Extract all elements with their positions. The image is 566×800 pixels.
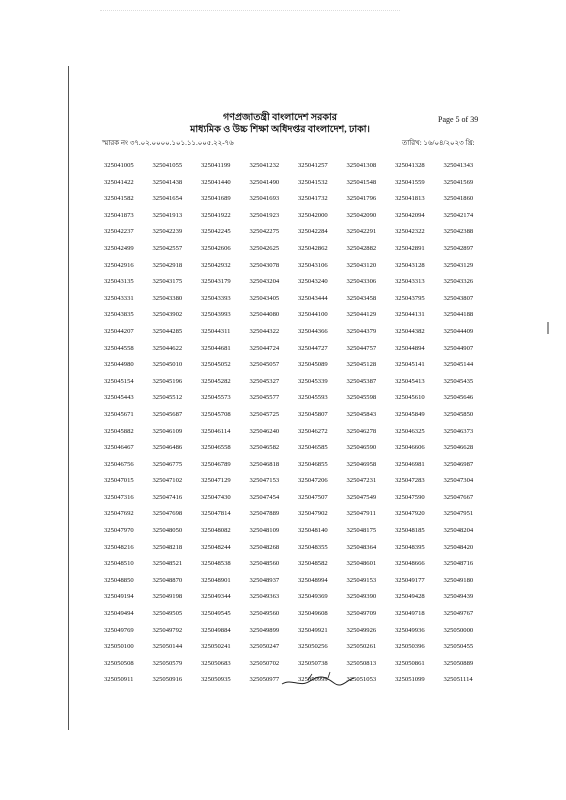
roll-number-cell: 325050247 xyxy=(249,643,280,651)
roll-number-cell: 325046958 xyxy=(346,460,377,468)
roll-number-cell: 325049718 xyxy=(395,610,425,618)
roll-number-cell: 325048901 xyxy=(201,576,231,584)
roll-number-cell: 325041796 xyxy=(346,195,377,203)
roll-number-cell: 325042862 xyxy=(298,244,328,252)
roll-number-cell: 325048395 xyxy=(395,543,425,551)
roll-number-cell: 325043326 xyxy=(443,278,474,286)
roll-number-cell: 325048216 xyxy=(104,543,134,551)
roll-number-cell: 325047129 xyxy=(201,477,231,485)
roll-number-cell: 325045687 xyxy=(152,410,183,418)
roll-number-cell: 325047590 xyxy=(395,493,425,501)
roll-number-cell: 325043331 xyxy=(104,294,134,302)
roll-number-cell: 325049792 xyxy=(152,626,183,634)
roll-number-cell: 325050100 xyxy=(104,643,134,651)
roll-number-cell: 325041913 xyxy=(152,211,183,219)
roll-number-cell: 325044322 xyxy=(249,327,280,335)
roll-number-cell: 325049439 xyxy=(443,593,474,601)
roll-number-cell: 325048582 xyxy=(298,560,328,568)
roll-number-cell: 325045282 xyxy=(201,377,231,385)
roll-number-cell: 325044907 xyxy=(443,344,474,352)
roll-number-cell: 325044129 xyxy=(346,311,377,319)
roll-number-cell: 325041308 xyxy=(346,162,377,169)
roll-number-cell: 325041343 xyxy=(443,162,474,169)
document-header xyxy=(150,112,410,137)
roll-number-cell: 325051099 xyxy=(395,676,425,684)
roll-number-cell: 325042275 xyxy=(249,228,280,236)
roll-number-cell: 325045327 xyxy=(249,377,280,385)
roll-number-cell: 325043135 xyxy=(104,278,134,286)
roll-number-cell: 325046585 xyxy=(298,444,328,452)
roll-number-cell: 325042245 xyxy=(201,228,231,236)
roll-number-cell: 325045387 xyxy=(346,377,377,385)
roll-number-cell: 325046240 xyxy=(249,427,280,435)
roll-number-cell: 325048109 xyxy=(249,527,280,535)
roll-number-cell: 325041813 xyxy=(395,195,425,203)
roll-number-cell: 325049194 xyxy=(104,593,134,601)
roll-number-cell: 325043128 xyxy=(395,261,425,269)
roll-number-cell: 325049180 xyxy=(443,576,474,584)
roll-number-cell: 325048268 xyxy=(249,543,280,551)
roll-number-cell: 325044757 xyxy=(346,344,377,352)
roll-number-cell: 325048364 xyxy=(346,543,377,551)
roll-number-cell: 325048140 xyxy=(298,527,328,535)
roll-number-cell: 325049177 xyxy=(395,576,425,584)
roll-number-cell: 325042000 xyxy=(298,211,328,219)
roll-number-cell: 325045598 xyxy=(346,394,377,402)
roll-number-cell: 325047889 xyxy=(249,510,280,518)
roll-number-cell: 325044131 xyxy=(395,311,425,319)
roll-number-cell: 325047902 xyxy=(298,510,328,518)
roll-number-cell: 325047283 xyxy=(395,477,425,485)
roll-number-cell: 325048538 xyxy=(201,560,231,568)
roll-number-cell: 325047911 xyxy=(346,510,376,518)
roll-number-cell: 325048994 xyxy=(298,576,328,584)
roll-number-cell: 325044409 xyxy=(443,327,474,335)
roll-number-cell: 325048082 xyxy=(201,527,231,535)
memo-number: স্মারক নং ৩৭.০২.০০০০.১০১.১১.০০৫.২২-৭৬ xyxy=(102,139,234,147)
roll-number-cell: 325041199 xyxy=(201,162,231,169)
roll-number-cell: 325048666 xyxy=(395,560,425,568)
roll-number-cell: 325041693 xyxy=(249,195,280,203)
roll-number-cell: 325048870 xyxy=(152,576,183,584)
roll-number-cell: 325041438 xyxy=(152,178,183,186)
roll-number-cell: 325046628 xyxy=(443,444,474,452)
roll-number-cell: 325047507 xyxy=(298,493,328,501)
scan-artifact xyxy=(100,10,400,15)
issue-date: তারিখ: ১৬/০৪/২০২৩ খ্রি: xyxy=(402,139,475,147)
roll-number-cell: 325048244 xyxy=(201,543,231,551)
roll-number-cell: 325042499 xyxy=(104,244,134,252)
roll-number-cell: 325044285 xyxy=(152,327,183,335)
roll-number-cell: 325049608 xyxy=(298,610,328,618)
roll-number-cell: 325041422 xyxy=(104,178,134,186)
roll-number-cell: 325041923 xyxy=(249,211,280,219)
roll-number-cell: 325048560 xyxy=(249,560,280,568)
roll-number-cell: 325049505 xyxy=(152,610,183,618)
roll-number-cell: 325041532 xyxy=(298,178,328,186)
roll-number-cell: 325046606 xyxy=(395,444,425,452)
roll-number-cell: 325045443 xyxy=(104,394,134,402)
roll-number-cell: 325049767 xyxy=(443,610,474,618)
roll-number-cell: 325050579 xyxy=(152,659,183,667)
roll-number-cell: 325042918 xyxy=(152,261,183,269)
roll-number-cell: 325049344 xyxy=(201,593,231,601)
roll-number-cell: 325043129 xyxy=(443,261,474,269)
roll-number-cell: 325044311 xyxy=(201,327,231,335)
roll-number-cell: 325046789 xyxy=(201,460,231,468)
roll-number-cell: 325044724 xyxy=(249,344,280,352)
roll-number-cell: 325042932 xyxy=(201,261,231,269)
roll-number-cell: 325046981 xyxy=(395,460,425,468)
roll-number-cell: 325042388 xyxy=(443,228,474,236)
roll-number-cell: 325049560 xyxy=(249,610,280,618)
roll-number-cell: 325051053 xyxy=(346,676,377,684)
roll-number-cell: 325046987 xyxy=(443,460,474,468)
roll-number-cell: 325042897 xyxy=(443,244,474,252)
roll-number-cell: 325046272 xyxy=(298,427,328,435)
roll-number-cell: 325048355 xyxy=(298,543,328,551)
roll-number-grid xyxy=(104,158,492,689)
roll-number-cell: 325049363 xyxy=(249,593,280,601)
roll-number-cell: 325050813 xyxy=(346,659,377,667)
roll-number-cell: 325042557 xyxy=(152,244,183,252)
roll-number-cell: 325041873 xyxy=(104,211,134,219)
roll-number-cell: 325041232 xyxy=(249,162,280,169)
roll-number-cell: 325050999 xyxy=(298,676,328,684)
roll-number-cell: 325045573 xyxy=(201,394,231,402)
roll-number-cell: 325044188 xyxy=(443,311,474,319)
government-title: গণপ্রজাতন্ত্রী বাংলাদেশ সরকার xyxy=(222,113,338,123)
roll-number-cell: 325041548 xyxy=(346,178,377,186)
roll-number-cell: 325046582 xyxy=(249,444,280,452)
roll-number-cell: 325043993 xyxy=(201,311,231,319)
roll-number-cell: 325045807 xyxy=(298,410,328,418)
roll-number-cell: 325048185 xyxy=(395,527,425,535)
roll-number-cell: 325046486 xyxy=(152,444,183,452)
department-title: মাধ্যমিক ও উচ্চ শিক্ষা অধিদপ্তর বাংলাদেশ, ঢাকা। xyxy=(190,125,370,135)
roll-number-cell: 325045671 xyxy=(104,410,134,418)
roll-number-cell: 325044894 xyxy=(395,344,425,352)
roll-number-cell: 325041569 xyxy=(443,178,474,186)
roll-number-cell: 325046114 xyxy=(201,427,231,435)
roll-number-cell: 325050683 xyxy=(201,659,231,667)
roll-number-cell: 325047692 xyxy=(104,510,134,518)
roll-number-cell: 325043120 xyxy=(346,261,377,269)
roll-number-cell: 325050144 xyxy=(152,643,183,651)
roll-number-cell: 325046818 xyxy=(249,460,280,468)
roll-number-cell: 325050256 xyxy=(298,643,328,651)
roll-number-cell: 325043179 xyxy=(201,278,231,286)
roll-number-cell: 325047316 xyxy=(104,493,134,501)
roll-number-cell: 325043835 xyxy=(104,311,134,319)
roll-number-cell: 325048937 xyxy=(249,576,280,584)
roll-number-cell: 325045843 xyxy=(346,410,377,418)
roll-number-cell: 325041440 xyxy=(201,178,231,186)
roll-number-cell: 325046325 xyxy=(395,427,425,435)
roll-number-cell: 325048850 xyxy=(104,576,134,584)
roll-number-cell: 325044727 xyxy=(298,344,328,352)
roll-number-cell: 325043393 xyxy=(201,294,231,302)
roll-number-cell: 325041582 xyxy=(104,195,134,203)
roll-number-cell: 325043380 xyxy=(152,294,183,302)
roll-number-cell: 325041328 xyxy=(395,162,425,169)
roll-number-cell: 325048420 xyxy=(443,543,474,551)
roll-number-cell: 325050261 xyxy=(346,643,377,651)
roll-number-cell: 325047430 xyxy=(201,493,231,501)
roll-number-cell: 325044622 xyxy=(152,344,183,352)
roll-number-cell: 325044558 xyxy=(104,344,134,352)
roll-number-cell: 325043106 xyxy=(298,261,328,269)
roll-number-cell: 325041654 xyxy=(152,195,183,203)
roll-number-cell: 325046855 xyxy=(298,460,328,468)
roll-number-cell: 325049545 xyxy=(201,610,231,618)
roll-number-cell: 325045882 xyxy=(104,427,134,435)
roll-number-cell: 325047206 xyxy=(298,477,328,485)
roll-number-cell: 325042239 xyxy=(152,228,183,236)
roll-number-cell: 325045850 xyxy=(443,410,474,418)
roll-number-cell: 325045128 xyxy=(346,361,377,369)
roll-number-cell: 325050241 xyxy=(201,643,231,651)
roll-number-cell: 325048521 xyxy=(152,560,183,568)
roll-number-cell: 325049153 xyxy=(346,576,377,584)
roll-number-cell: 325046756 xyxy=(104,460,134,468)
roll-number-cell: 325044207 xyxy=(104,327,134,335)
roll-number-cell: 325049494 xyxy=(104,610,134,618)
roll-number-cell: 325045413 xyxy=(395,377,425,385)
roll-number-cell: 325045052 xyxy=(201,361,231,369)
roll-number-cell: 325048050 xyxy=(152,527,183,535)
roll-number-cell: 325041257 xyxy=(298,162,328,169)
scan-edge-mark xyxy=(547,322,549,334)
roll-number-cell: 325044366 xyxy=(298,327,328,335)
roll-number-cell: 325049769 xyxy=(104,626,134,634)
roll-number-cell: 325050000 xyxy=(443,626,474,634)
roll-number-cell: 325042094 xyxy=(395,211,425,219)
roll-number-cell: 325045577 xyxy=(249,394,280,402)
roll-number-cell: 325046109 xyxy=(152,427,183,435)
roll-number-cell: 325045141 xyxy=(395,361,425,369)
roll-number-cell: 325042625 xyxy=(249,244,280,252)
roll-number-cell: 325041922 xyxy=(201,211,231,219)
roll-number-cell: 325050508 xyxy=(104,659,134,667)
roll-number-cell: 325044100 xyxy=(298,311,328,319)
roll-number-cell: 325042291 xyxy=(346,228,377,236)
roll-number-cell: 325045725 xyxy=(249,410,280,418)
roll-number-cell: 325044980 xyxy=(104,361,134,369)
roll-number-cell: 325042237 xyxy=(104,228,134,236)
roll-number-cell: 325048510 xyxy=(104,560,134,568)
roll-number-cell: 325042891 xyxy=(395,244,425,252)
roll-number-cell: 325042090 xyxy=(346,211,377,219)
roll-number-cell: 325045646 xyxy=(443,394,474,402)
roll-number-cell: 325043078 xyxy=(249,261,280,269)
roll-number-cell: 325046467 xyxy=(104,444,134,452)
roll-number-cell: 325045849 xyxy=(395,410,425,418)
roll-number-cell: 325050396 xyxy=(395,643,425,651)
roll-number-cell: 325050911 xyxy=(104,676,134,684)
signature-icon xyxy=(278,668,358,692)
page-number: Page 5 of 39 xyxy=(438,115,479,124)
roll-number-cell: 325046278 xyxy=(346,427,377,435)
roll-number-cell: 325041689 xyxy=(201,195,231,203)
roll-number-cell: 325047920 xyxy=(395,510,425,518)
roll-number-cell: 325043175 xyxy=(152,278,183,286)
roll-number-cell: 325045593 xyxy=(298,394,328,402)
roll-number-cell: 325043807 xyxy=(443,294,474,302)
roll-number-cell: 325043313 xyxy=(395,278,425,286)
roll-number-cell: 325047304 xyxy=(443,477,474,485)
roll-number-cell: 325044379 xyxy=(346,327,377,335)
roll-number-cell: 325043795 xyxy=(395,294,425,302)
roll-number-cell: 325050935 xyxy=(201,676,231,684)
roll-number-cell: 325046775 xyxy=(152,460,183,468)
roll-number-cell: 325048175 xyxy=(346,527,377,535)
roll-number-cell: 325048218 xyxy=(152,543,183,551)
roll-number-cell: 325045708 xyxy=(201,410,231,418)
roll-number-cell: 325047951 xyxy=(443,510,474,518)
roll-number-cell: 325045196 xyxy=(152,377,183,385)
roll-number-cell: 325046590 xyxy=(346,444,377,452)
roll-number-cell: 325049709 xyxy=(346,610,377,618)
roll-number-cell: 325045610 xyxy=(395,394,425,402)
roll-number-cell: 325050861 xyxy=(395,659,425,667)
roll-number-cell: 325042916 xyxy=(104,261,134,269)
roll-number-cell: 325047667 xyxy=(443,493,474,501)
roll-number-cell: 325042284 xyxy=(298,228,328,236)
roll-number-cell: 325047814 xyxy=(201,510,231,518)
roll-number-cell: 325041005 xyxy=(104,162,134,169)
roll-number-cell: 325042322 xyxy=(395,228,425,236)
roll-number-cell: 325046373 xyxy=(443,427,474,435)
roll-number-cell: 325041732 xyxy=(298,195,328,203)
roll-number-cell: 325048204 xyxy=(443,527,474,535)
roll-number-cell: 325047970 xyxy=(104,527,134,535)
roll-number-cell: 325050889 xyxy=(443,659,474,667)
roll-number-cell: 325050738 xyxy=(298,659,328,667)
roll-number-cell: 325050455 xyxy=(443,643,474,651)
roll-number-cell: 325049884 xyxy=(201,626,231,634)
roll-number-cell: 325045435 xyxy=(443,377,474,385)
roll-number-cell: 325043204 xyxy=(249,278,280,286)
roll-number-cell: 325043902 xyxy=(152,311,183,319)
roll-number-cell: 325047698 xyxy=(152,510,183,518)
roll-number-cell: 325041559 xyxy=(395,178,425,186)
roll-number-cell: 325050916 xyxy=(152,676,183,684)
roll-number-cell: 325047153 xyxy=(249,477,280,485)
roll-number-cell: 325045089 xyxy=(298,361,328,369)
roll-number-cell: 325045057 xyxy=(249,361,280,369)
roll-number-cell: 325049390 xyxy=(346,593,377,601)
roll-number-cell: 325044681 xyxy=(201,344,231,352)
roll-number-cell: 325045144 xyxy=(443,361,474,369)
roll-number-cell: 325044382 xyxy=(395,327,425,335)
roll-number-cell: 325042174 xyxy=(443,211,474,219)
roll-number-cell: 325047102 xyxy=(152,477,183,485)
roll-number-cell: 325049921 xyxy=(298,626,328,634)
roll-number-cell: 325044080 xyxy=(249,311,280,319)
roll-number-cell: 325042606 xyxy=(201,244,231,252)
roll-number-cell: 325049926 xyxy=(346,626,377,634)
roll-number-cell: 325051114 xyxy=(443,676,473,684)
roll-number-cell: 325042882 xyxy=(346,244,377,252)
roll-number-cell: 325045512 xyxy=(152,394,183,402)
roll-number-cell: 325041055 xyxy=(152,162,183,169)
roll-number-cell: 325043240 xyxy=(298,278,328,286)
roll-number-cell: 325049428 xyxy=(395,593,425,601)
roll-number-cell: 325041490 xyxy=(249,178,280,186)
roll-number-cell: 325049369 xyxy=(298,593,328,601)
roll-number-cell: 325048716 xyxy=(443,560,474,568)
roll-number-cell: 325043405 xyxy=(249,294,280,302)
roll-number-cell: 325043306 xyxy=(346,278,377,286)
roll-number-cell: 325043444 xyxy=(298,294,328,302)
roll-number-cell: 325049899 xyxy=(249,626,280,634)
margin-rule xyxy=(68,66,69,730)
roll-number-cell: 325049198 xyxy=(152,593,183,601)
roll-number-cell: 325047231 xyxy=(346,477,377,485)
roll-number-cell: 325043458 xyxy=(346,294,377,302)
roll-number-cell: 325046558 xyxy=(201,444,231,452)
roll-number-cell: 325045154 xyxy=(104,377,134,385)
roll-number-cell: 325048601 xyxy=(346,560,377,568)
roll-number-cell: 325045339 xyxy=(298,377,328,385)
roll-number-cell: 325050977 xyxy=(249,676,280,684)
roll-number-cell: 325047454 xyxy=(249,493,280,501)
roll-number-cell: 325049936 xyxy=(395,626,425,634)
roll-number-cell: 325047015 xyxy=(104,477,134,485)
roll-number-cell: 325050702 xyxy=(249,659,280,667)
roll-number-cell: 325045010 xyxy=(152,361,183,369)
roll-number-cell: 325047549 xyxy=(346,493,377,501)
roll-number-cell: 325041860 xyxy=(443,195,474,203)
roll-number-cell: 325047416 xyxy=(152,493,183,501)
